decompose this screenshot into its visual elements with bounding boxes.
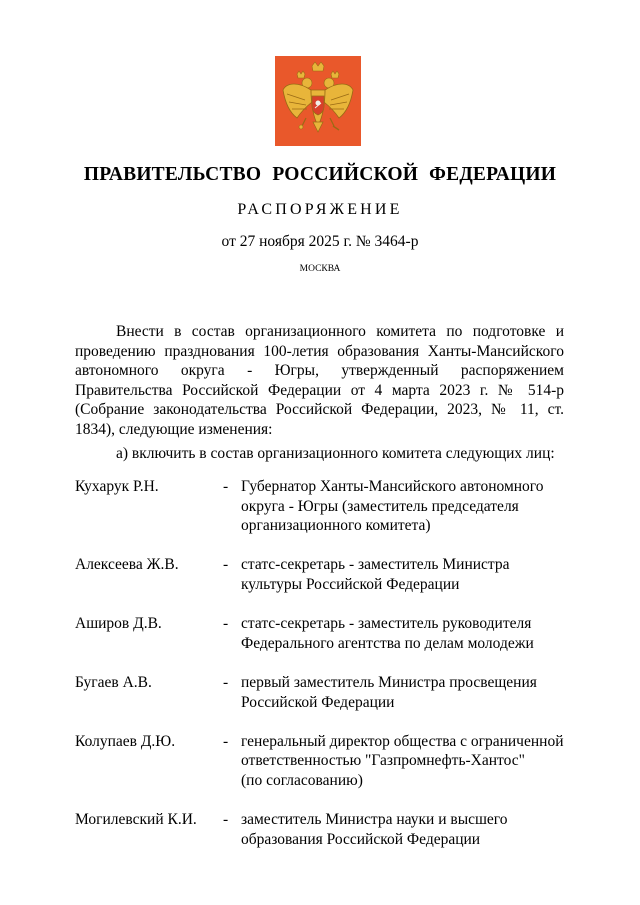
person-entry [75, 555, 570, 594]
person-entry [75, 614, 570, 653]
person-entry [75, 673, 570, 712]
document-city: МОСКВА [299, 264, 341, 274]
person-name: Аширов Д.В. [75, 615, 162, 633]
government-title: ПРАВИТЕЛЬСТВО РОССИЙСКОЙ ФЕДЕРАЦИИ [83, 164, 557, 185]
dash-separator: - [223, 556, 229, 574]
russian-coat-of-arms-icon [275, 56, 361, 146]
person-role: генеральный директор общества с ограниченной ответственностью "Газпромнефть-Хантос" (по согласованию) [241, 732, 564, 789]
person-role: заместитель Министра науки и высшего образования Российской Федерации [241, 811, 508, 848]
dash-separator: - [223, 673, 229, 691]
person-name: Алексеева Ж.В. [75, 556, 179, 574]
person-entry [75, 810, 570, 849]
dash-separator: - [223, 615, 229, 633]
person-role: первый заместитель Министра просвещения Российской Федерации [241, 673, 537, 711]
person-entry [75, 732, 570, 791]
intro-paragraph: Внести в состав организационного комитета по подготовке и проведению празднования 100-летия образования Ханты-Мансийского автономного округа - Югры, утвержденный распоряжением Правительства Российской Федерации от 4 марта 2023 г. № 514-р (Собрание законодательства Российской Федерации, 2023, № 11, ст. 1834), следующие изменения: [75, 323, 564, 438]
document-date-number: от 27 ноября 2025 г. № 3464-р [221, 233, 419, 250]
person-name: Бугаев А.В. [75, 673, 152, 691]
person-name: Кухарук Р.Н. [75, 478, 159, 495]
dash-separator: - [223, 811, 229, 829]
dash-separator: - [223, 478, 229, 495]
person-name: Колупаев Д.Ю. [75, 732, 176, 750]
document-type: РАСПОРЯЖЕНИЕ [237, 201, 403, 218]
sub-item-a: а) включить в состав организационного комитета следующих лиц: [116, 445, 555, 462]
person-role: статс-секретарь - заместитель руководителя Федерального агентства по делам молодежи [241, 615, 534, 652]
person-name: Могилевский К.И. [75, 811, 197, 829]
person-role: Губернатор Ханты-Мансийского автономного округа - Югры (заместитель председателя организационного комитета) [241, 478, 544, 535]
dash-separator: - [223, 732, 229, 750]
persons-list [75, 477, 570, 869]
person-role: статс-секретарь - заместитель Министра культуры Российской Федерации [241, 556, 510, 593]
person-entry [75, 477, 570, 536]
